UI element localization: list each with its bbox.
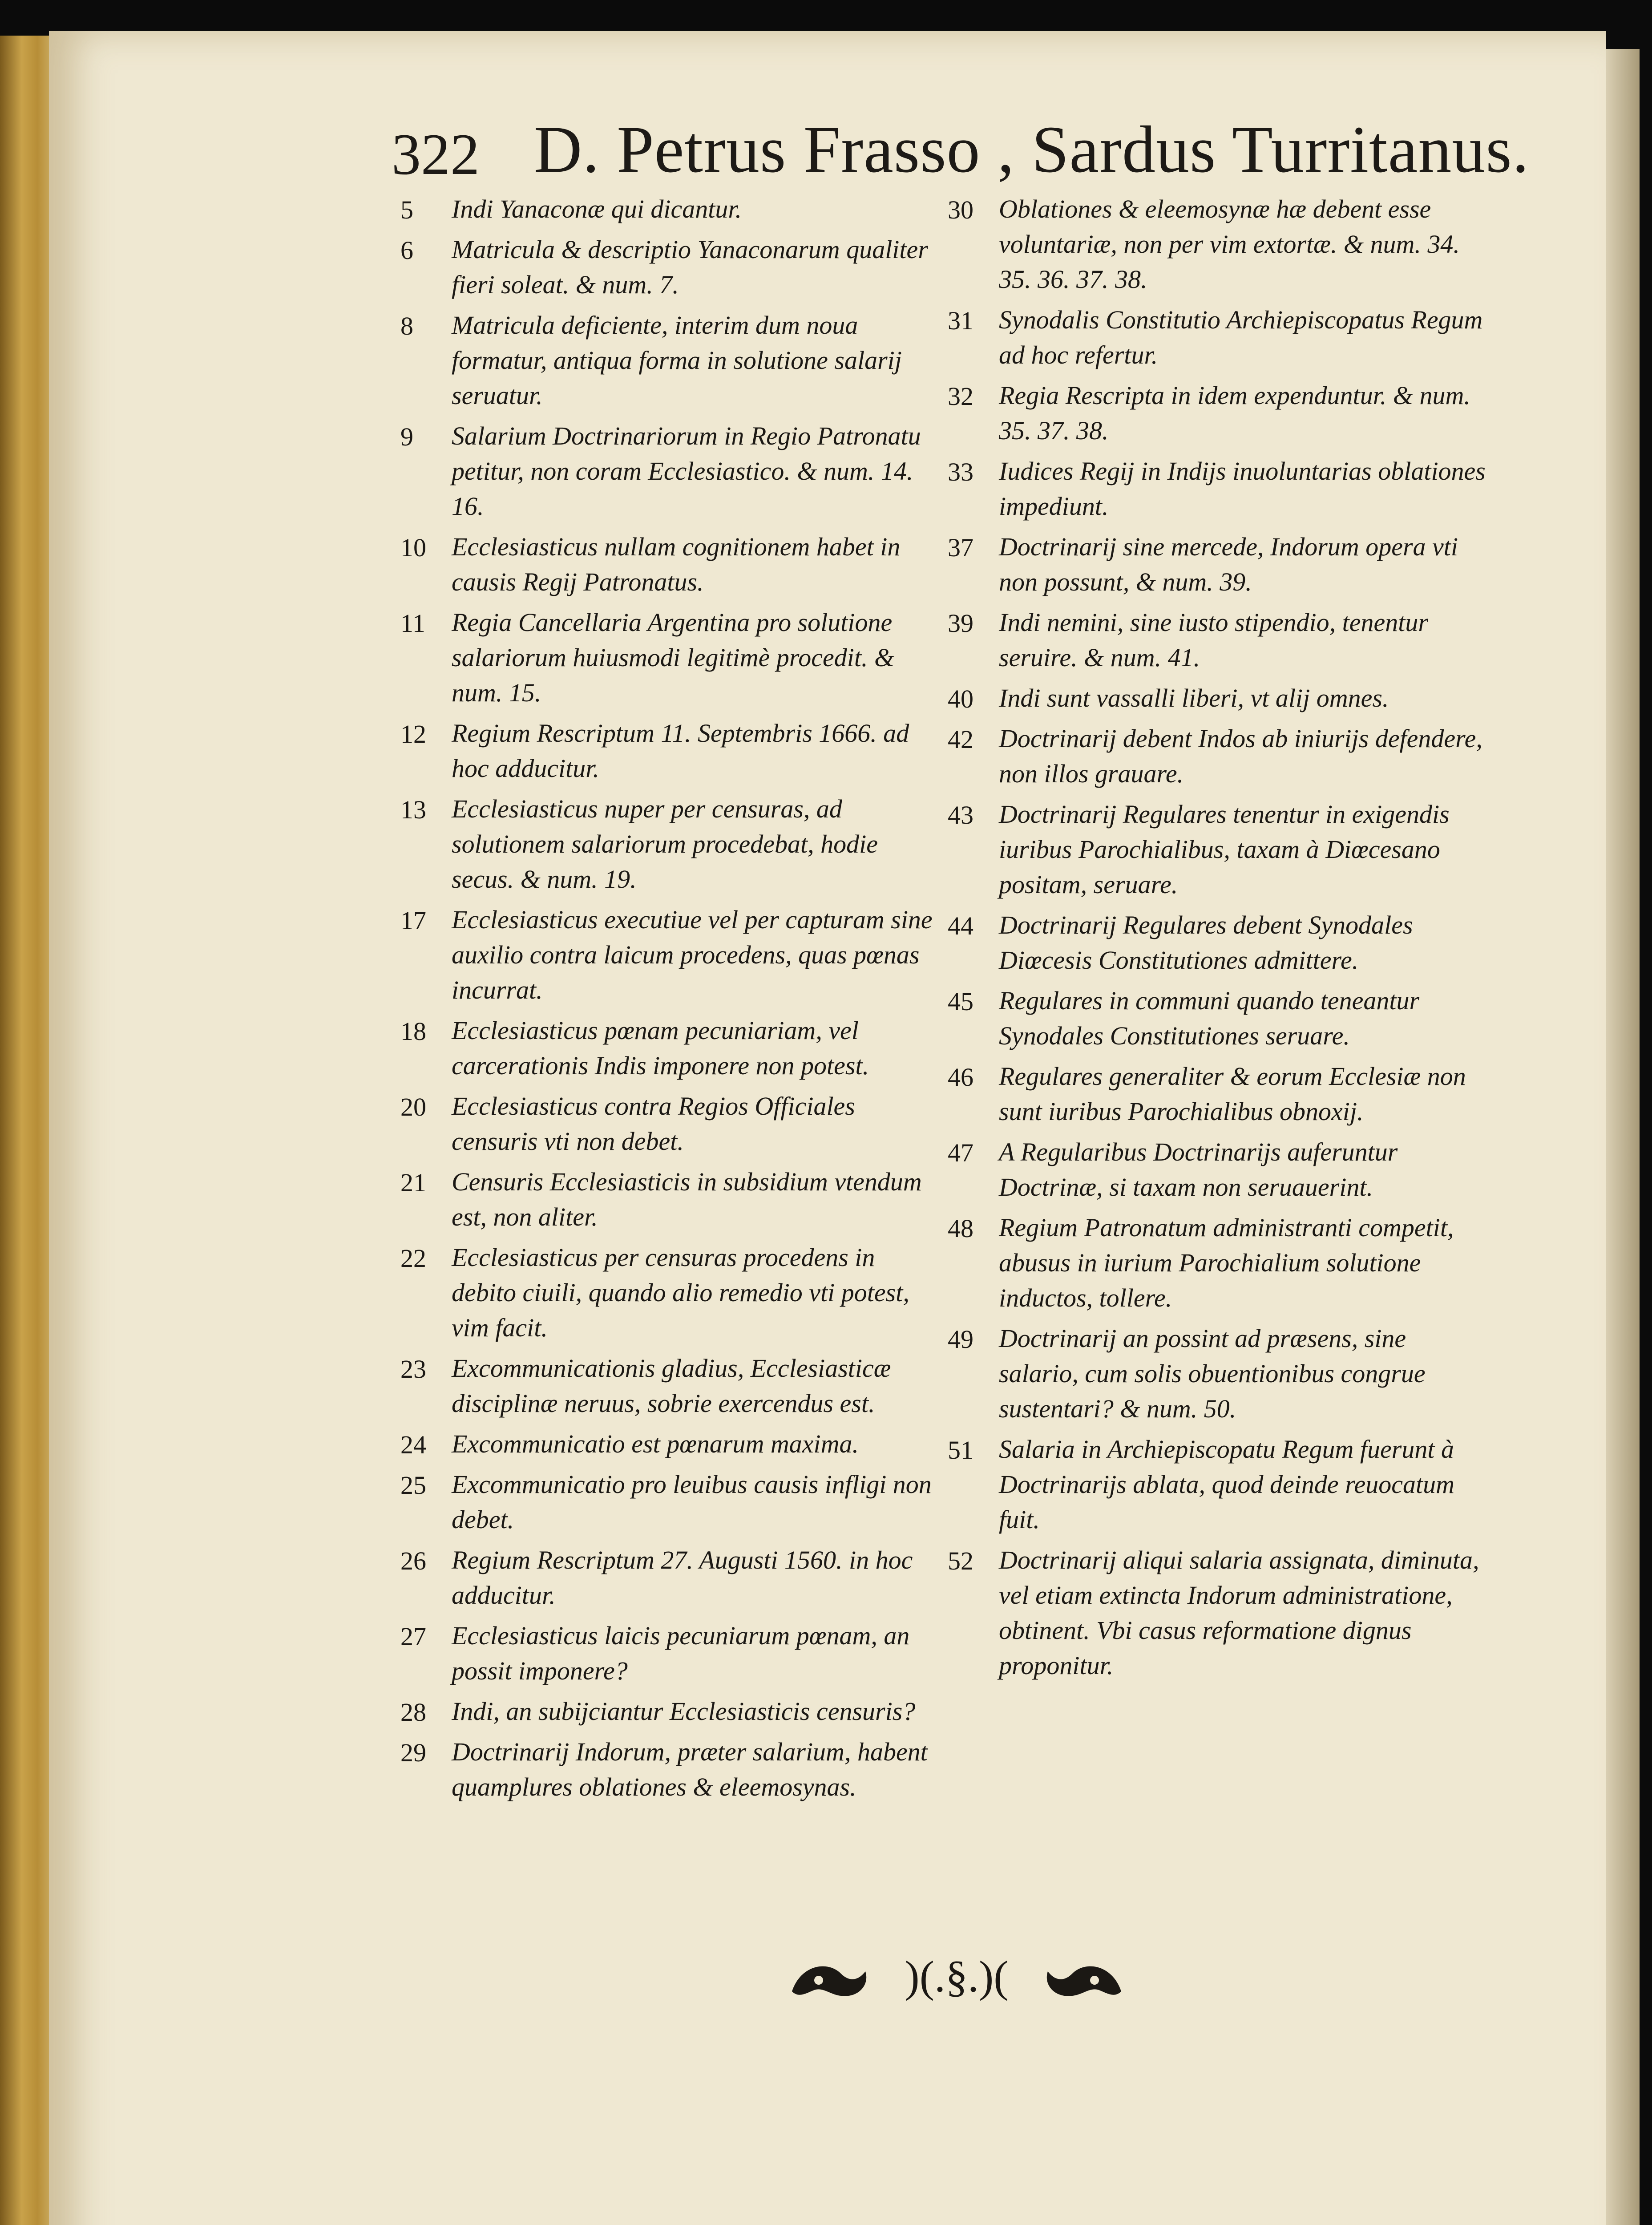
entry-number: 26	[400, 1546, 426, 1575]
entry-text: Excommunicatio est pœnarum maxima.	[452, 1429, 859, 1458]
entry-text: Regium Patronatum administranti competit, abusus in iurium Parochialium solutione inductos, tollere.	[999, 1213, 1454, 1312]
entry-text: Censuris Ecclesiasticis in subsidium vtendum est, non aliter.	[452, 1167, 922, 1231]
entry-number: 25	[400, 1471, 426, 1500]
index-entry	[400, 716, 943, 786]
entry-number: 13	[400, 795, 426, 824]
entry-number: 31	[948, 306, 973, 335]
entry-text: Iudices Regij in Indijs inuoluntarias oblationes impediunt.	[999, 457, 1486, 521]
index-entry	[400, 1467, 943, 1537]
entry-number: 44	[948, 911, 973, 940]
entry-text: Regia Cancellaria Argentina pro solutione salariorum huiusmodi legitimè procedit. & num. 15.	[452, 608, 895, 707]
index-entry	[400, 191, 943, 227]
entry-number: 49	[948, 1325, 973, 1354]
index-entry	[400, 1694, 943, 1729]
index-entry	[400, 529, 943, 599]
entry-text: A Regularibus Doctrinarijs auferuntur Doctrinæ, si taxam non seruauerint.	[999, 1137, 1398, 1202]
entry-text: Matricula deficiente, interim dum noua formatur, antiqua forma in solutione salarij seruatur.	[452, 311, 902, 410]
entry-text: Doctrinarij an possint ad præsens, sine salario, cum solis obuentionibus congrue sustentari? & num. 50.	[999, 1324, 1426, 1423]
entry-number: 29	[400, 1738, 426, 1767]
index-column-left	[400, 191, 943, 1810]
entry-text: Indi, an subijciantur Ecclesiasticis censuris?	[452, 1697, 916, 1726]
entry-text: Doctrinarij Regulares debent Synodales Diœcesis Constitutiones admittere.	[999, 910, 1413, 975]
entry-number: 24	[400, 1430, 426, 1459]
entry-text: Salarium Doctrinariorum in Regio Patronatu petitur, non coram Ecclesiastico. & num. 14. 16.	[452, 421, 921, 521]
entry-number: 47	[948, 1138, 973, 1167]
index-entry	[400, 1088, 943, 1159]
entry-number: 22	[400, 1244, 426, 1273]
index-entry	[400, 1351, 943, 1421]
entry-number: 10	[400, 533, 426, 562]
index-entry	[948, 1432, 1490, 1537]
entry-number: 32	[948, 382, 973, 411]
entry-number: 43	[948, 801, 973, 829]
entry-text: Doctrinarij debent Indos ab iniurijs defendere, non illos grauare.	[999, 724, 1482, 788]
entry-text: Excommunicatio pro leuibus causis infligi non debet.	[452, 1470, 932, 1534]
index-entry	[948, 1210, 1490, 1315]
page-number: 322	[392, 121, 480, 187]
entry-number: 18	[400, 1017, 426, 1046]
entry-number: 27	[400, 1622, 426, 1651]
entry-text: Excommunicationis gladius, Ecclesiasticæ disciplinæ neruus, sobrie exercendus est.	[452, 1354, 891, 1418]
index-entry	[400, 1542, 943, 1613]
entry-text: Salaria in Archiepiscopatu Regum fuerunt à Doctrinarijs ablata, quod deinde reuocatum fuit.	[999, 1435, 1455, 1534]
ornament-center-text: )(.§.)(	[905, 1952, 1009, 2001]
index-entry	[948, 1321, 1490, 1426]
index-column-right	[948, 191, 1490, 1688]
entry-text: Doctrinarij Regulares tenentur in exigendis iuribus Parochialibus, taxam à Diœcesano positam, seruare.	[999, 800, 1450, 899]
entry-number: 12	[400, 720, 426, 748]
entry-text: Indi nemini, sine iusto stipendio, tenentur seruire. & num. 41.	[999, 608, 1428, 672]
index-entry	[400, 1013, 943, 1083]
entry-text: Ecclesiasticus pœnam pecuniariam, vel carcerationis Indis imponere non potest.	[452, 1016, 869, 1080]
printer-ornament	[788, 1949, 1126, 2007]
entry-text: Ecclesiasticus laicis pecuniarum pœnam, an possit imponere?	[452, 1621, 910, 1685]
index-entry	[948, 1134, 1490, 1205]
index-entry	[948, 1542, 1490, 1683]
entry-number: 33	[948, 457, 973, 486]
entry-number: 30	[948, 195, 973, 224]
entry-number: 21	[400, 1168, 426, 1197]
index-entry	[948, 721, 1490, 791]
entry-number: 46	[948, 1063, 973, 1092]
entry-text: Ecclesiasticus per censuras procedens in debito ciuili, quando alio remedio vti potest, vim facit.	[452, 1243, 909, 1342]
entry-number: 23	[400, 1355, 426, 1384]
entry-number: 37	[948, 533, 973, 562]
index-entry	[948, 797, 1490, 902]
entry-number: 42	[948, 725, 973, 754]
index-entry	[948, 378, 1490, 448]
entry-number: 9	[400, 422, 413, 451]
ornament-right-flourish-icon	[1047, 1966, 1121, 1996]
index-entry	[400, 1618, 943, 1688]
index-entry	[400, 1164, 943, 1234]
entry-text: Regulares generaliter & eorum Ecclesiæ non sunt iuribus Parochialibus obnoxij.	[999, 1062, 1466, 1126]
index-entry	[400, 1734, 943, 1804]
page-header	[392, 111, 1652, 191]
index-entry	[948, 1059, 1490, 1129]
entry-number: 52	[948, 1546, 973, 1575]
entry-number: 48	[948, 1214, 973, 1243]
entry-text: Synodalis Constitutio Archiepiscopatus Regum ad hoc refertur.	[999, 305, 1483, 369]
entry-number: 28	[400, 1698, 426, 1727]
entry-text: Doctrinarij aliqui salaria assignata, diminuta, vel etiam extincta Indorum administratione, obtinent. Vbi casus reformatione dignus proponitur.	[999, 1545, 1479, 1680]
entry-text: Matricula & descriptio Yanaconarum qualiter fieri soleat. & num. 7.	[452, 235, 928, 299]
entry-text: Ecclesiasticus nuper per censuras, ad solutionem salariorum procedebat, hodie secus. & num. 19.	[452, 794, 878, 894]
entry-number: 6	[400, 236, 413, 265]
entry-number: 8	[400, 312, 413, 340]
entry-number: 11	[400, 609, 425, 638]
entry-text: Oblationes & eleemosynæ hæ debent esse voluntariæ, non per vim extortæ. & num. 34. 35. 36. 37. 38.	[999, 194, 1460, 294]
entry-number: 5	[400, 195, 413, 224]
index-entry	[400, 1426, 943, 1461]
ornament-left-flourish-icon	[792, 1966, 866, 1996]
index-entry	[400, 1240, 943, 1345]
index-entry	[948, 453, 1490, 524]
index-entry	[948, 605, 1490, 675]
book-edge-right	[1606, 49, 1640, 2225]
index-entry	[948, 983, 1490, 1053]
entry-number: 20	[400, 1092, 426, 1121]
index-entry	[948, 529, 1490, 599]
entry-text: Regulares in communi quando teneantur Synodales Constitutiones seruare.	[999, 986, 1420, 1050]
entry-text: Ecclesiasticus nullam cognitionem habet in causis Regij Patronatus.	[452, 532, 901, 596]
entry-number: 51	[948, 1436, 973, 1464]
index-entry	[400, 605, 943, 710]
entry-text: Doctrinarij Indorum, præter salarium, habent quamplures oblationes & eleemosynas.	[452, 1737, 928, 1801]
index-entry	[400, 418, 943, 524]
index-entry	[400, 232, 943, 302]
entry-text: Regia Rescripta in idem expenduntur. & num. 35. 37. 38.	[999, 381, 1470, 445]
entry-text: Indi sunt vassalli liberi, vt alij omnes.	[999, 684, 1389, 712]
entry-text: Doctrinarij sine mercede, Indorum opera vti non possunt, & num. 39.	[999, 532, 1458, 596]
entry-text: Ecclesiasticus executiue vel per capturam sine auxilio contra laicum procedens, quas pœnas incurrat.	[452, 905, 933, 1004]
entry-text: Ecclesiasticus contra Regios Officiales censuris vti non debet.	[452, 1092, 855, 1156]
entry-text: Regium Rescriptum 27. Augusti 1560. in hoc adducitur.	[452, 1545, 913, 1610]
index-entry	[948, 907, 1490, 978]
index-entry	[948, 680, 1490, 716]
entry-number: 40	[948, 684, 973, 713]
index-entry	[400, 902, 943, 1007]
index-entry	[948, 191, 1490, 297]
index-entry	[400, 791, 943, 897]
entry-number: 39	[948, 609, 973, 638]
entry-number: 17	[400, 906, 426, 935]
entry-text: Regium Rescriptum 11. Septembris 1666. ad hoc adducitur.	[452, 719, 909, 783]
entry-number: 45	[948, 987, 973, 1016]
entry-text: Indi Yanaconæ qui dicantur.	[452, 194, 742, 223]
index-entry	[948, 302, 1490, 372]
running-title: D. Petrus Frasso , Sardus Turritanus.	[534, 113, 1530, 186]
index-entry	[400, 307, 943, 413]
